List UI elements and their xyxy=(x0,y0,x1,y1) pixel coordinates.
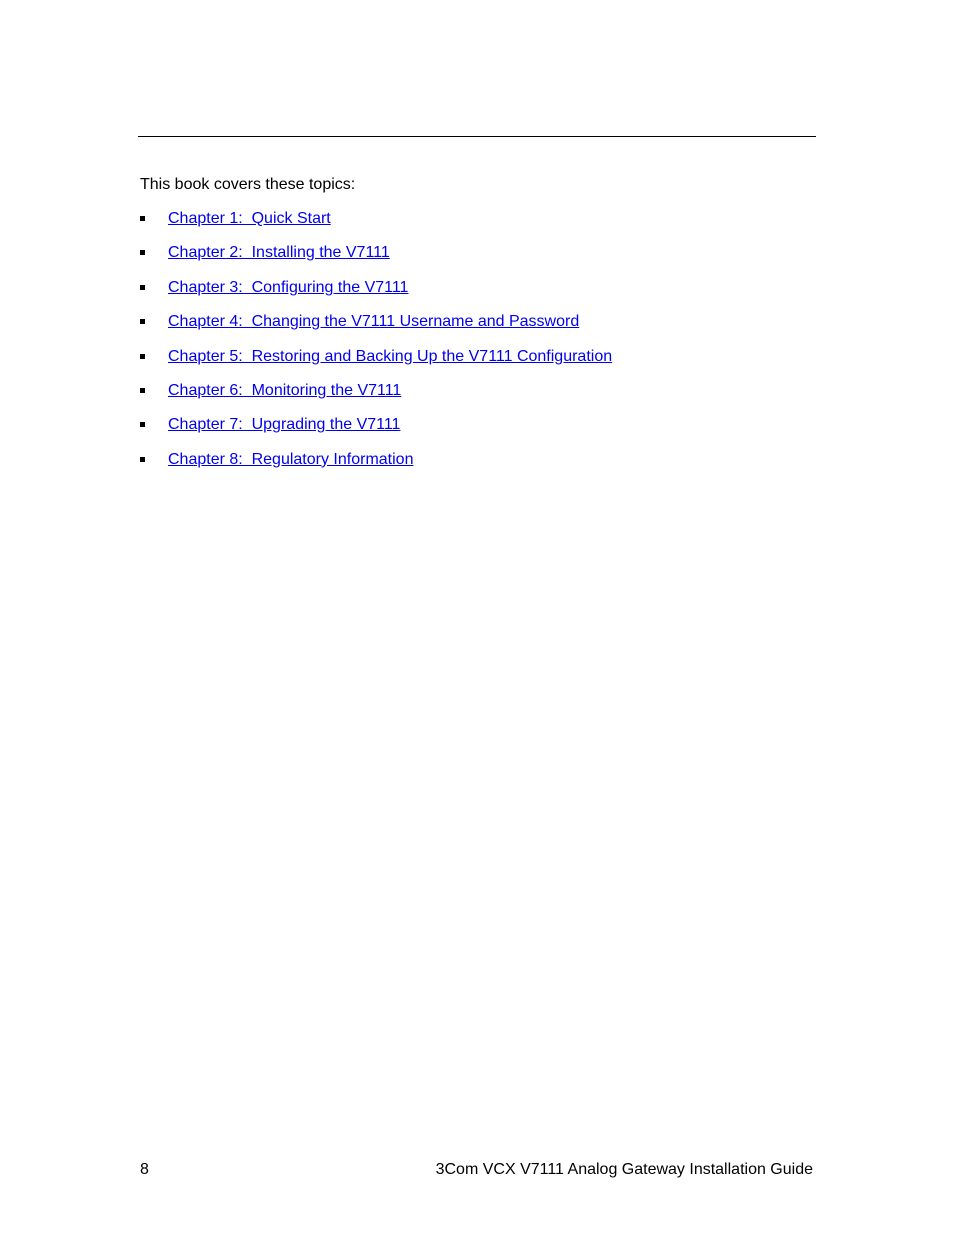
page-number: 8 xyxy=(140,1161,149,1178)
square-bullet-icon xyxy=(140,319,145,324)
list-item xyxy=(140,381,612,415)
list-item xyxy=(140,415,612,449)
square-bullet-icon xyxy=(140,250,145,255)
square-bullet-icon xyxy=(140,285,145,290)
square-bullet-icon xyxy=(140,388,145,393)
chapter-3-link[interactable]: Chapter 3: Configuring the V7111 xyxy=(168,278,409,296)
list-item xyxy=(140,209,612,243)
chapter-1-link[interactable]: Chapter 1: Quick Start xyxy=(168,210,331,227)
chapter-2-link[interactable]: Chapter 2: Installing the V7111 xyxy=(168,244,390,262)
chapter-7-link[interactable]: Chapter 7: Upgrading the V7111 xyxy=(168,416,401,434)
chapter-6-link[interactable]: Chapter 6: Monitoring the V7111 xyxy=(168,381,402,399)
header-rule xyxy=(138,136,816,137)
square-bullet-icon xyxy=(140,216,145,221)
square-bullet-icon xyxy=(140,422,145,427)
list-item xyxy=(140,278,612,312)
chapter-4-link[interactable]: Chapter 4: Changing the V7111 Username and Password xyxy=(168,313,580,331)
topics-list xyxy=(140,209,612,484)
chapter-5-link[interactable]: Chapter 5: Restoring and Backing Up the V7111 Configuration xyxy=(168,347,613,365)
square-bullet-icon xyxy=(140,354,145,359)
square-bullet-icon xyxy=(140,457,145,462)
list-item xyxy=(140,312,612,346)
chapter-8-link[interactable]: Chapter 8: Regulatory Information xyxy=(168,450,414,468)
footer-title: 3Com VCX V7111 Analog Gateway Installation Guide xyxy=(435,1161,813,1178)
intro-text: This book covers these topics: xyxy=(140,176,356,193)
list-item xyxy=(140,450,612,484)
list-item xyxy=(140,243,612,277)
list-item xyxy=(140,347,612,381)
